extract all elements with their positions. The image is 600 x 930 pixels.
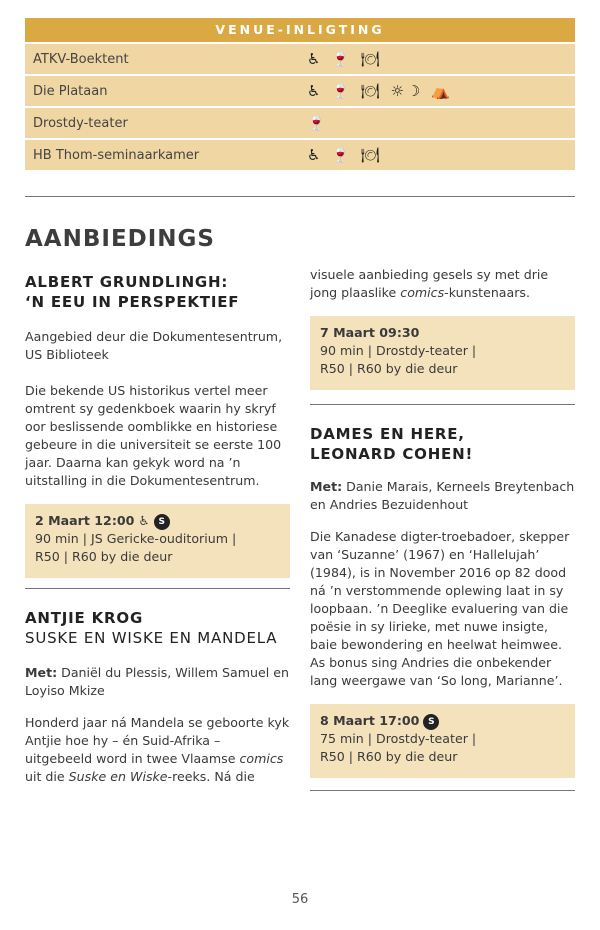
event-description: Die Kanadese digter-troebadoer, skepper van ‘Suzanne’ (1967) en ‘Hallelujah’ (1984), is in November 2016 op 82 dood ná ’n verstommende oplewing laat in sy loopbaan. ’n Deeglike evaluering van die poësie in sy lirieke, met nuwe insigte, baie bewondering en heelwat heimwee. As bonus sing Andries die onbekender lang weergawe van ‘So long, Marianne’.	[310, 529, 570, 688]
met-label: Met:	[25, 665, 58, 680]
event-duration-venue: 90 min | Drostdy-teater |	[320, 343, 477, 358]
desc-italic: Suske en Wiske	[68, 769, 168, 784]
participants: Danie Marais, Kerneels Breytenbach en Andries Bezuidenhout	[310, 479, 575, 512]
event-duration-venue: 75 min | Drostdy-teater |	[320, 731, 477, 746]
venue-row	[25, 44, 575, 74]
venue-amenity-icons: ♿ 🍷 🍽	[307, 146, 383, 164]
event-title: ANTJIE KROG	[25, 609, 144, 627]
venue-amenity-icons: ♿ 🍷 🍽 ☼☽ ⛺	[307, 82, 453, 100]
event-presenter: Aangebied deur die Dokumentesentrum, US Biblioteek	[25, 329, 283, 362]
divider	[25, 196, 575, 197]
venue-name: ATKV-Boektent	[33, 51, 129, 67]
event-info-box	[310, 316, 575, 390]
desc-text: -reeks. Ná die	[167, 769, 255, 784]
event-info-box	[25, 504, 290, 578]
venue-row	[25, 140, 575, 170]
venue-name: HB Thom-seminaarkamer	[33, 147, 200, 163]
wheelchair-icon: ♿	[138, 513, 150, 528]
venue-amenity-icons: ♿ 🍷 🍽	[307, 50, 383, 68]
event-subtitle: SUSKE EN WISKE EN MANDELA	[25, 629, 278, 647]
venue-name: Drostdy-teater	[33, 115, 128, 131]
desc-italic: comics	[400, 285, 445, 300]
event-title: DAMES EN HERE,	[310, 425, 465, 443]
event-info-box	[310, 704, 575, 778]
event-grundlingh	[25, 272, 290, 578]
event-title: ALBERT GRUNDLINGH:	[25, 273, 229, 291]
divider	[310, 404, 575, 405]
event-krog	[25, 608, 290, 786]
venue-row	[25, 108, 575, 138]
event-description: Die bekende US historikus vertel meer omtrent sy gedenkboek waarin hy skryf oor beslissende oomblikke en historiese gebeure in die universiteit se eerste 100 jaar. Daarna kan gekyk word na ’n uitstalling in die Dokumentesentrum.	[25, 383, 282, 488]
event-date: 8 Maart 17:00	[320, 713, 420, 728]
desc-text: visuele aanbieding gesels sy met drie jong plaaslike	[310, 267, 549, 300]
venue-name: Die Plataan	[33, 83, 108, 99]
participants: Daniël du Plessis, Willem Samuel en Loyiso Mkize	[25, 665, 289, 698]
event-description-continued	[310, 266, 575, 302]
event-participants	[25, 664, 290, 700]
event-subtitle: LEONARD COHEN!	[310, 445, 474, 463]
event-price: R50 | R60 by die deur	[35, 549, 173, 564]
event-description	[25, 714, 290, 786]
section-title: AANBIEDINGS	[25, 226, 215, 252]
event-date: 7 Maart 09:30	[320, 325, 420, 340]
desc-text: Honderd jaar ná Mandela se geboorte kyk Antjie hoe hy – én Suid-Afrika – uitgebeeld word in twee Vlaamse	[25, 715, 290, 766]
event-participants	[310, 478, 575, 514]
divider	[25, 588, 290, 589]
desc-text: -kunstenaars.	[444, 285, 530, 300]
venue-info-table	[25, 18, 575, 170]
desc-italic: comics	[239, 751, 284, 766]
s-badge-icon: S	[423, 714, 439, 730]
page-number: 56	[291, 892, 309, 907]
event-subtitle: ‘N EEU IN PERSPEKTIEF	[25, 293, 240, 311]
event-price: R50 | R60 by die deur	[320, 749, 458, 764]
event-price: R50 | R60 by die deur	[320, 361, 458, 376]
s-badge-icon: S	[154, 514, 170, 530]
event-krog-continued	[310, 266, 575, 390]
divider	[310, 790, 575, 791]
venue-table-header: VENUE-INLIGTING	[25, 18, 575, 42]
event-cohen	[310, 424, 575, 778]
event-date: 2 Maart 12:00	[35, 513, 135, 528]
desc-text: uit die	[25, 769, 69, 784]
met-label: Met:	[310, 479, 343, 494]
venue-amenity-icons: 🍷	[307, 114, 329, 132]
event-duration-venue: 90 min | JS Gericke-ouditorium |	[35, 531, 237, 546]
venue-row	[25, 76, 575, 106]
